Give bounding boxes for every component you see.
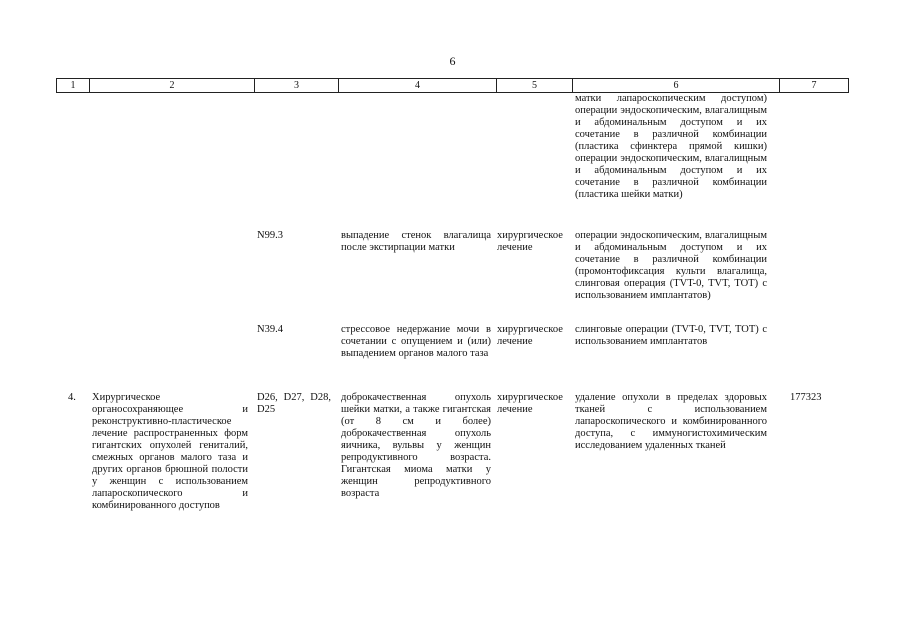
method-n99-3: операции эндоскопическим, влагалищным и абдоминальным доступом и их сочетание в различной комбинации (промонтофиксация культи влагалища, слинговая операция (TVT-0, TVT, TOT) с использованием имплантатов) — [575, 230, 767, 301]
row-4-method: удаление опухоли в пределах здоровых тканей с использованием лапароскопического и комбинированного доступа, с иммуногистохимическим исследованием удаленных тканей — [575, 392, 767, 451]
page-number: 6 — [449, 54, 456, 68]
row-4-cost: 177323 — [790, 392, 822, 403]
code-n39-4: N39.4 — [257, 324, 283, 335]
code-n99-3: N99.3 — [257, 230, 283, 241]
header-col-2: 2 — [90, 79, 255, 92]
row-4-name: Хирургическое органосохраняющее и реконструктивно-пластическое лечение распространенных форм гигантских опухолей гениталий, смежных органов малого таза и других органов брюшной полости у женщин с использованием лапароскопического и комбинированного доступов — [92, 392, 248, 511]
method-n39-4: слинговые операции (TVT-0, TVT, TOT) с использованием имплантатов — [575, 324, 767, 347]
row-4-number: 4. — [68, 392, 76, 403]
table-header-row — [56, 78, 849, 93]
diagnosis-n39-4: стрессовое недержание мочи в сочетании с опущением и (или) выпадением органов малого таза — [341, 324, 491, 359]
treatment-type-n99-3: хирургическое лечение — [497, 230, 563, 253]
header-col-6: 6 — [573, 79, 780, 92]
diagnosis-n99-3: выпадение стенок влагалища после экстирпации матки — [341, 230, 491, 253]
header-col-4: 4 — [339, 79, 497, 92]
row-4-treatment-type: хирургическое лечение — [497, 392, 563, 415]
header-col-3: 3 — [255, 79, 339, 92]
row-4-diagnosis: доброкачественная опухоль шейки матки, а также гигантская (от 8 см и более) доброкачественная опухоль яичника, вульвы у женщин репродуктивного возраста. Гигантская миома матки у женщин репродуктивного возраста — [341, 392, 491, 499]
header-col-1: 1 — [56, 79, 90, 92]
header-col-5: 5 — [497, 79, 573, 92]
row-4-codes: D26, D27, D28, D25 — [257, 392, 331, 415]
header-col-7: 7 — [780, 79, 849, 92]
treatment-type-n39-4: хирургическое лечение — [497, 324, 563, 347]
continuation-method-text: матки лапароскопическим доступом) операции эндоскопическим, влагалищным и абдоминальным доступом и их сочетание в различной комбинации (пластика сфинктера прямой кишки) операции эндоскопическим, влагалищным и абдоминальным доступом и их сочетание в различной комбинации (пластика шейки матки) — [575, 93, 767, 200]
